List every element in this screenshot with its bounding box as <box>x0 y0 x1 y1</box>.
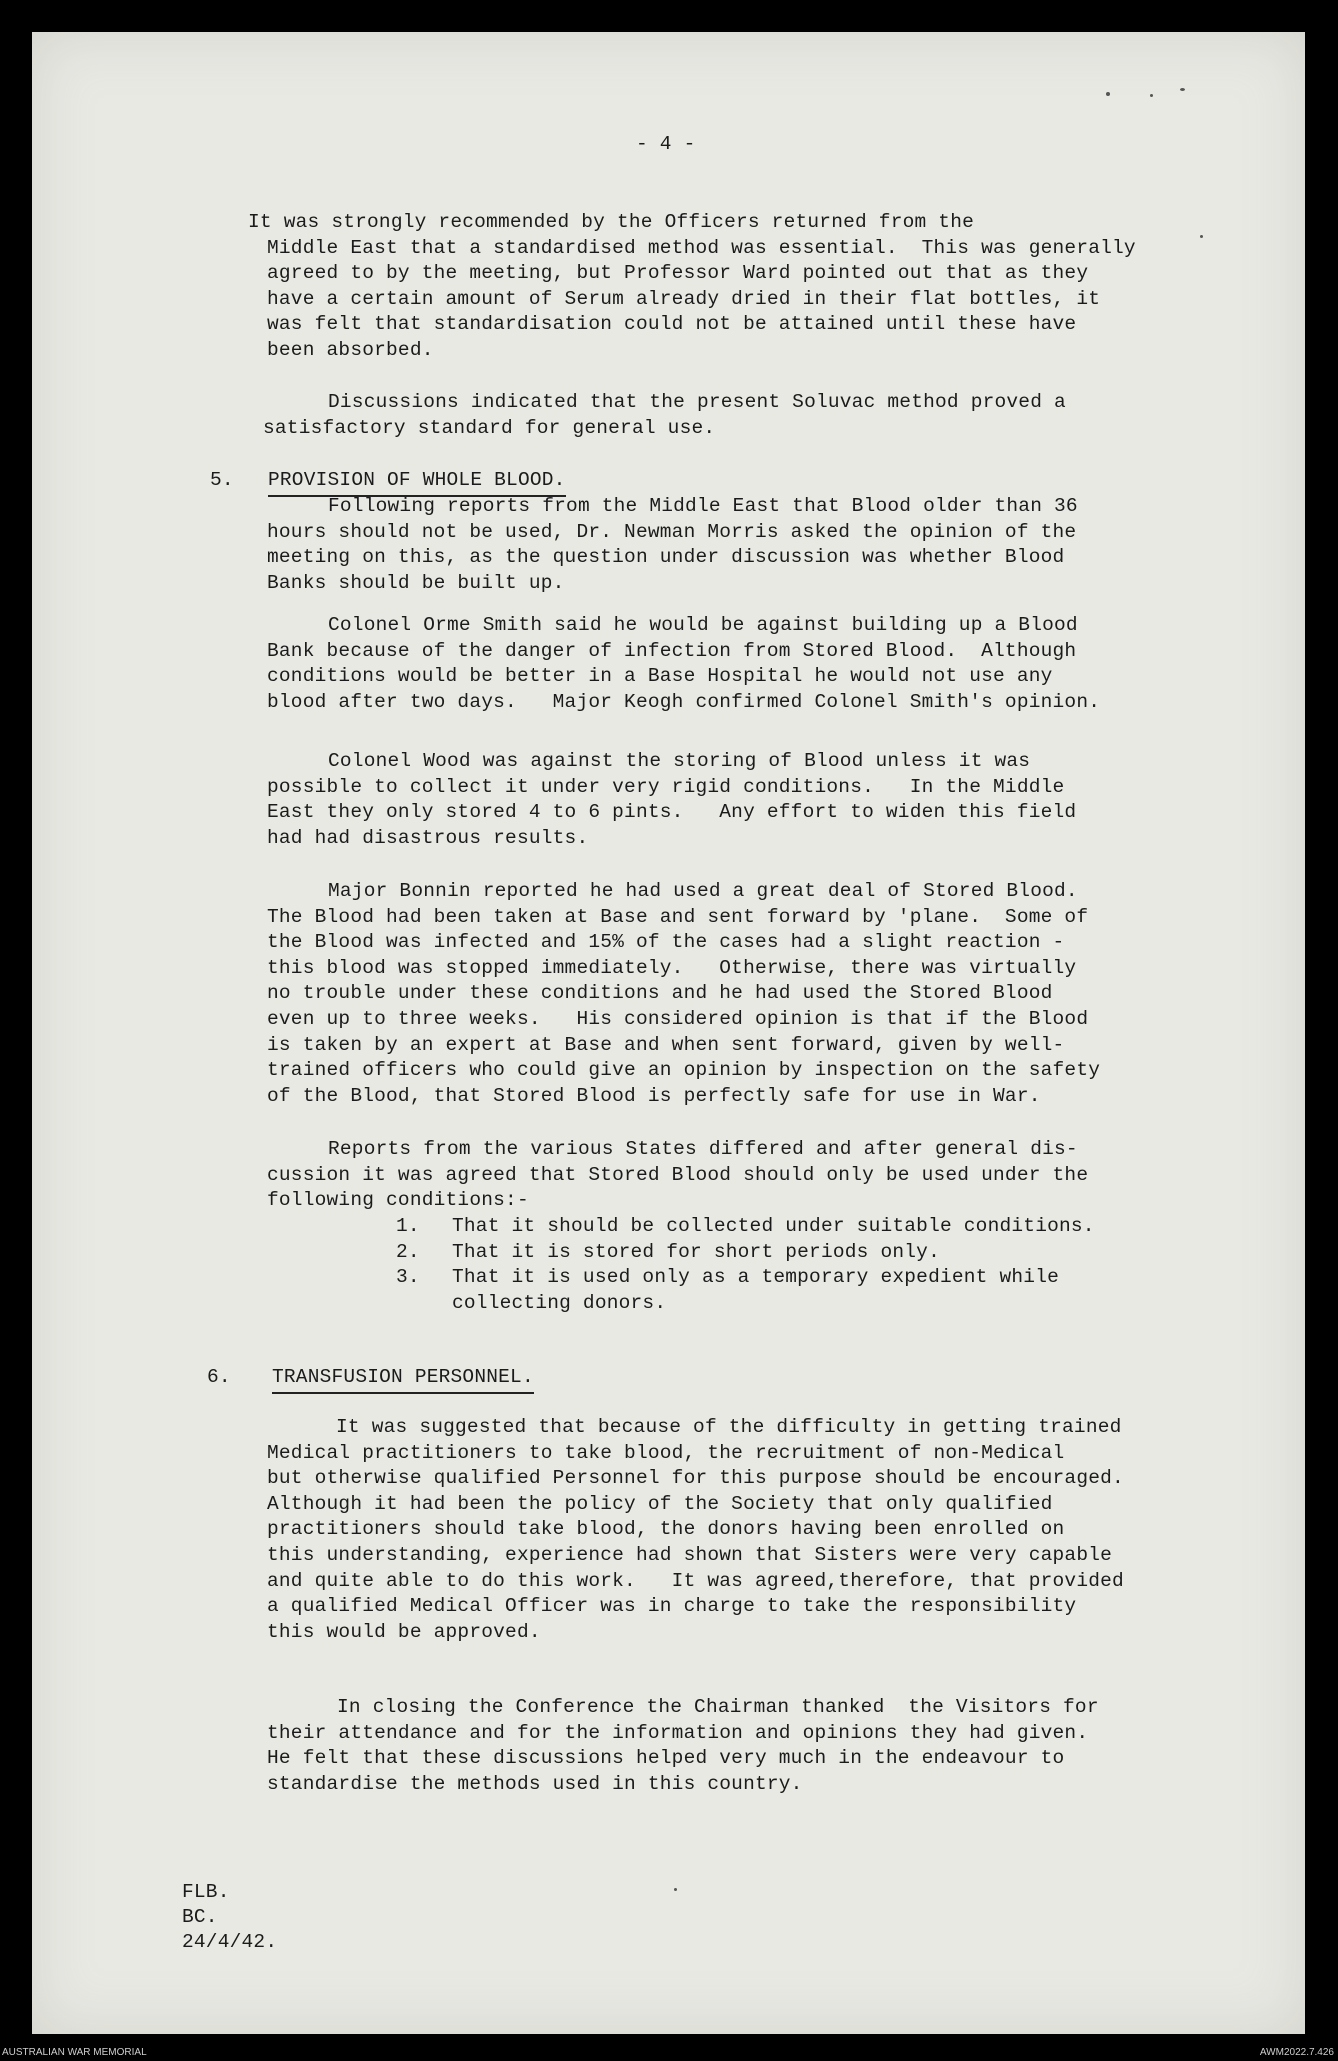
condition-text-1: That it should be collected under suitable conditions. <box>452 1215 1095 1237</box>
text-line: no trouble under these conditions and he had used the Stored Blood <box>267 982 1053 1005</box>
signoff-date: 24/4/42. <box>182 1931 278 1953</box>
text-line: Bank because of the danger of infection from Stored Blood. Although <box>267 639 1077 662</box>
text-line: agreed to by the meeting, but Professor Ward pointed out that as they <box>267 262 1089 285</box>
text-line: hours should not be used, Dr. Newman Morris asked the opinion of the <box>267 520 1077 543</box>
text-line: is taken by an expert at Base and when sent forward, given by well- <box>267 1033 1065 1056</box>
section-5-number: 5. <box>210 469 234 491</box>
text-line: Although it had been the policy of the Society that only qualified <box>267 1492 1053 1515</box>
ink-speck <box>1106 92 1110 96</box>
condition-number-1: 1. <box>396 1215 420 1237</box>
text-line: Reports from the various States differed and after general dis- <box>328 1138 1078 1160</box>
footer-reference: AWM2022.7.426 <box>1259 2047 1334 2058</box>
condition-text-3-continued: collecting donors. <box>452 1292 667 1314</box>
text-line: Colonel Wood was against the storing of Blood unless it was <box>328 750 1031 772</box>
text-line: this would be approved. <box>267 1620 541 1643</box>
text-line: East they only stored 4 to 6 pints. Any effort to widen this field <box>267 801 1077 824</box>
text-line: of the Blood, that Stored Blood is perfectly safe for use in War. <box>267 1084 1041 1107</box>
text-line: trained officers who could give an opinion by inspection on the safety <box>267 1059 1101 1082</box>
ink-speck <box>1180 88 1185 91</box>
text-line: practitioners should take blood, the donors having been enrolled on <box>267 1518 1065 1541</box>
text-line: had had disastrous results. <box>267 826 589 849</box>
text-line: It was strongly recommended by the Officers returned from the <box>248 211 975 233</box>
text-line: and quite able to do this work. It was agreed,therefore, that provided <box>267 1569 1124 1592</box>
section-5-heading: PROVISION OF WHOLE BLOOD. <box>268 468 566 497</box>
text-line: their attendance and for the information and opinions they had given. <box>267 1721 1089 1744</box>
text-line: Banks should be built up. <box>267 571 565 594</box>
text-line: conditions would be better in a Base Hospital he would not use any <box>267 665 1053 688</box>
section-6-heading: TRANSFUSION PERSONNEL. <box>272 1365 534 1394</box>
ink-speck <box>1150 94 1153 97</box>
text-line: this understanding, experience had shown that Sisters were very capable <box>267 1544 1113 1566</box>
text-line: In closing the Conference the Chairman thanked the Visitors for <box>337 1696 1099 1718</box>
condition-text-3: That it is used only as a temporary expedient while <box>452 1266 1059 1288</box>
text-line: the Blood was infected and 15% of the cases had a slight reaction - <box>267 931 1065 954</box>
ink-speck <box>674 1888 677 1891</box>
text-line: Colonel Orme Smith said he would be against building up a Blood <box>328 614 1078 636</box>
text-line: Following reports from the Middle East that Blood older than 36 <box>328 495 1078 517</box>
text-line: been absorbed. <box>267 339 434 361</box>
text-line: possible to collect it under very rigid conditions. In the Middle <box>267 775 1065 798</box>
condition-number-2: 2. <box>396 1241 420 1263</box>
page-number: - 4 - <box>636 133 696 155</box>
text-line: Medical practitioners to take blood, the recruitment of non-Medical <box>267 1441 1065 1464</box>
footer-source: AUSTRALIAN WAR MEMORIAL <box>2 2047 147 2058</box>
text-line: a qualified Medical Officer was in charge to take the responsibility <box>267 1595 1077 1618</box>
text-line: He felt that these discussions helped very much in the endeavour to <box>267 1747 1065 1770</box>
text-line: The Blood had been taken at Base and sent forward by 'plane. Some of <box>267 905 1089 928</box>
text-line: even up to three weeks. His considered opinion is that if the Blood <box>267 1008 1089 1030</box>
section-6-number: 6. <box>207 1366 231 1388</box>
text-line: Middle East that a standardised method was essential. This was generally <box>267 236 1136 259</box>
text-line: cussion it was agreed that Stored Blood should only be used under the <box>267 1163 1089 1186</box>
text-line: satisfactory standard for general use. <box>263 416 716 439</box>
text-line: but otherwise qualified Personnel for this purpose should be encouraged. <box>267 1467 1124 1490</box>
signoff-initials-2: BC. <box>182 1906 218 1928</box>
text-line: have a certain amount of Serum already dried in their flat bottles, it <box>267 287 1101 310</box>
ink-speck <box>1200 235 1203 238</box>
text-line: this blood was stopped immediately. Otherwise, there was virtually <box>267 956 1077 979</box>
text-line: was felt that standardisation could not be attained until these have <box>267 313 1077 336</box>
text-line: meeting on this, as the question under discussion was whether Blood <box>267 546 1065 569</box>
text-line: blood after two days. Major Keogh confirmed Colonel Smith's opinion. <box>267 690 1101 713</box>
text-line: It was suggested that because of the difficulty in getting trained <box>336 1416 1122 1438</box>
text-line: Major Bonnin reported he had used a great deal of Stored Blood. <box>328 880 1078 902</box>
text-line: standardise the methods used in this country. <box>267 1772 803 1795</box>
document-page <box>32 32 1305 2034</box>
signoff-initials-1: FLB. <box>182 1881 230 1903</box>
text-line: following conditions:- <box>267 1189 529 1212</box>
condition-number-3: 3. <box>396 1266 420 1288</box>
text-line: Discussions indicated that the present Soluvac method proved a <box>328 391 1066 413</box>
condition-text-2: That it is stored for short periods only. <box>452 1241 940 1263</box>
